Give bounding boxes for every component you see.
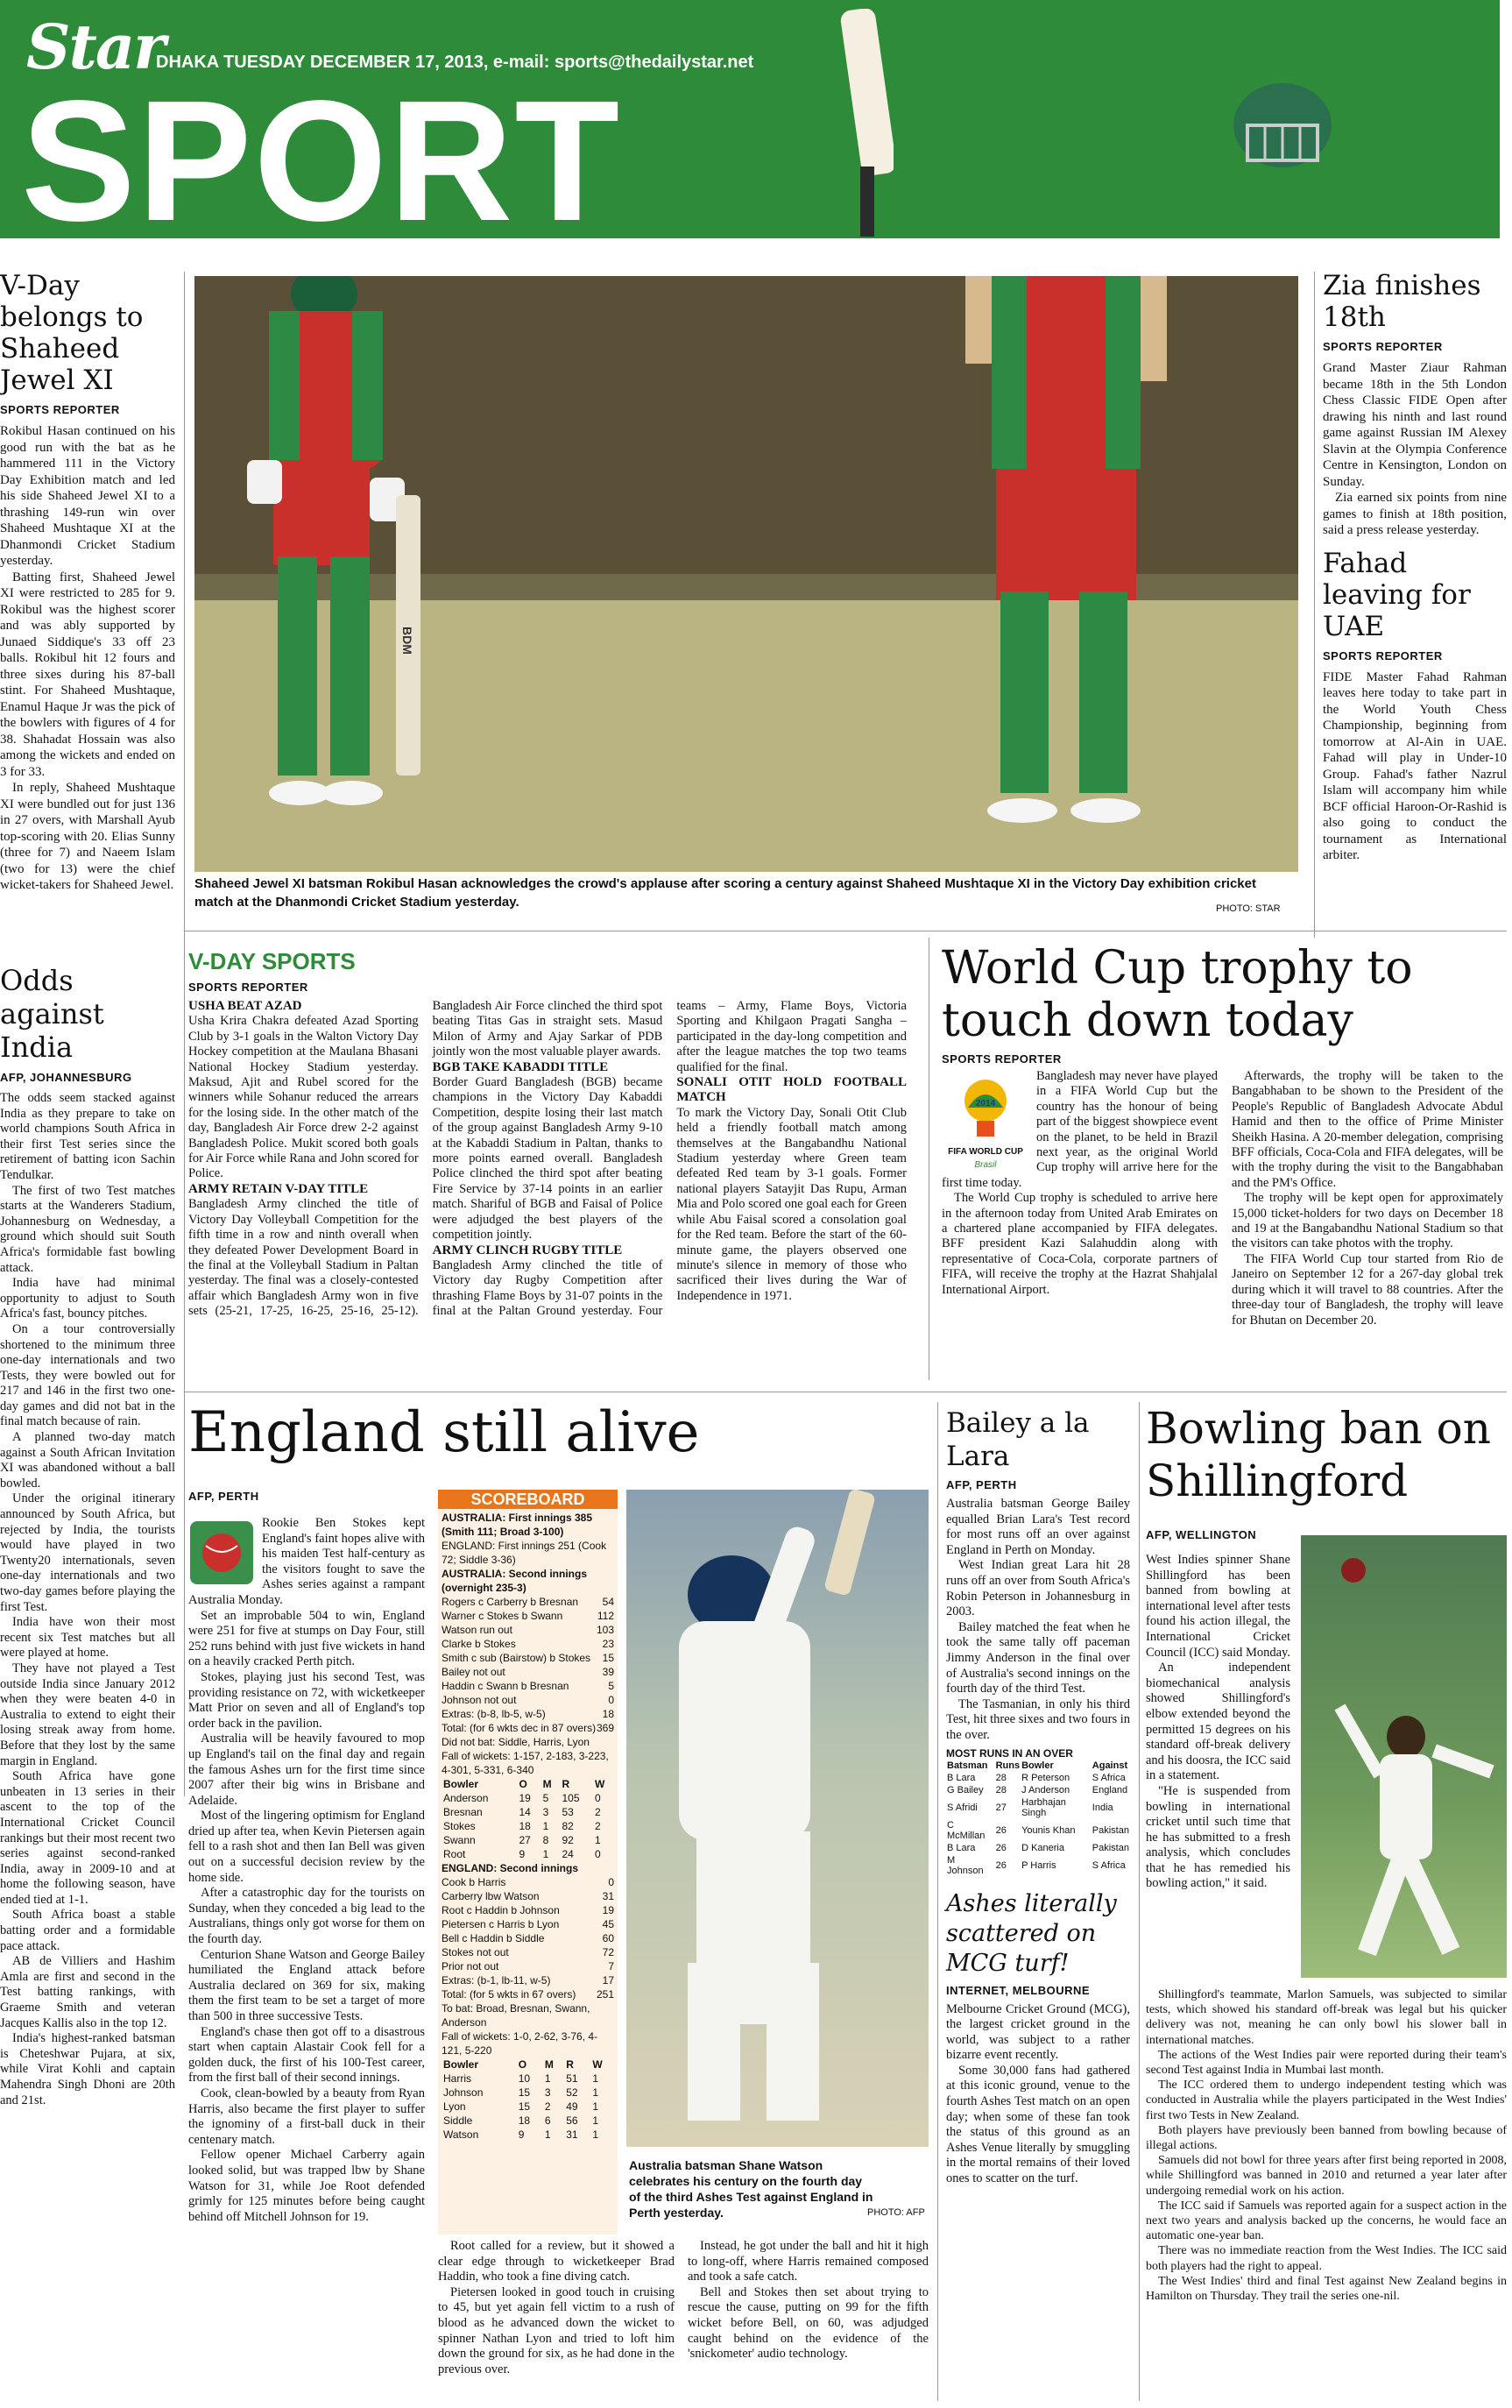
aus-bowling-table: Bowler O M R W Harris 10 1 51 1 Johnson 15 3 52 1 Lyon 15 2 49 1 Siddle 18 6 56 1 Watson 9 1 31 1: [442, 2057, 614, 2142]
scoreboard-title: SCOREBOARD: [438, 1490, 618, 1509]
shillingford-col2: Shillingford's teammate, Marlon Samuels, was subjected to similar tests, which showed his standard off-break was legal but his quicker delivery was not, meaning he can only bowl his slower ball in international matches. The actions of the West Indies pair were reported during their team's second Test against India in Mumbai last month. The ICC ordered them to undergo independent testing which was conducted in Australia while the players participated in the West Indies' first two Tests in New Zealand. Both players have previously been banned from bowling because of illegal actions. Samuels did not bowl for three years after first being reported in 2008, while Shillingford was banned in 2010 and returned a year later after undergoing remedial work on his action. The ICC said if Samuels was reported again for a suspect action in the next two years and analysis backed up the concerns, he would face an automatic one-year ban. There was no immediate reaction from the West Indies. The ICC said both players had the right to appeal. The West Indies' third and final Test against New Zealand begins in Hamilton on Thursday. They trail the series one-nil.: [1146, 1988, 1507, 2304]
aus-batting-list: [442, 1595, 614, 1735]
most-runs-row: G Bailey 28 J Anderson England: [947, 1784, 1128, 1795]
batting-row: Bailey not out 39: [442, 1666, 614, 1678]
bowling-row: Siddle 18 6 56 1: [443, 2114, 599, 2127]
watson-credit: PHOTO: AFP: [867, 2207, 925, 2218]
bowling-row: Johnson 15 3 52 1: [443, 2086, 599, 2099]
bailey-story: [946, 1406, 1130, 2187]
shillingford-byline: AFP, WELLINGTON: [1146, 1528, 1257, 1541]
zia-headline: Zia finishes 18th: [1323, 270, 1481, 333]
worldcup-logo-sub: Brasil: [974, 1160, 997, 1171]
vday-story: [0, 270, 175, 894]
fahad-byline: SPORTS REPORTER: [1323, 648, 1443, 662]
bowling-row: Harris 10 1 51 1: [443, 2072, 599, 2085]
bailey-byline: AFP, PERTH: [946, 1478, 1017, 1491]
dateline: DHAKA TUESDAY DECEMBER 17, 2013, e-mail: sports@thedailystar.net: [156, 53, 754, 72]
worldcup-byline: SPORTS REPORTER: [942, 1052, 1062, 1066]
scoreboard-content: AUSTRALIA: First innings 385 (Smith 111; Broad 3-100) ENGLAND: First innings 251 (Cook 72; Siddle 3-36) AUSTRALIA: Second innings (overnight 235-3) Rogers c Carberry b Bresnan 54 Warner c Stokes b Swann 112 Watson run out 103 Clarke b Stokes 23 Smith c sub (Bairstow) b Stokes 15 Bailey not out 39 Haddin c Swann b Bresnan 5 Johnson not out 0 Extras: (b-8, lb-5, w-5) 18 Total: (for 6 wkts dec in 87 overs) 369 Did not bat: Siddle, Harris, Lyon Fall of wickets: 1-157, 2-183, 3-223, 4-301, 5-331, 6-340 Bowler O M R W Anderson 19 5 105 0 Bresnan 14 3 53 2 Stokes 18 1 82 2 Swann 27 8 92 1 Root 9 1 24 0 ENGLAND: Second innings Cook b Harris 0 Carberry lbw Watson 31 Root c Haddin b Johnson 19 Pietersen c Harris b Lyon 45 Bell c Haddin b Siddle 60 Stokes not out 72 Prior not out 7 Extras: (b-1, lb-11, w-5) 17 Total: (for 5 wkts in 67 overs) 251 To bat: Broad, Bresnan, Swann, Anderson Fall of wickets: 1-0, 2-62, 3-76, 4-121, 5-220 Bowler O M R W Harris 10 1 51 1 Johnson 15 3 52 1 Lyon 15 2 49 1 Siddle 18 6 56 1 Watson 9 1 31 1: [442, 1512, 614, 2141]
england-col2: Root called for a review, but it showed a clear edge through to wicketkeeper Brad Haddin, who took a fine diving catch. Pietersen looked in good touch in cruising to 45, but yet again fell victim to a rush of blood as he advanced down the wicket to spinner Nathan Lyon and tried to loft him down the ground for six, as he had done in the previous over.: [438, 2239, 675, 2376]
vday-sports-body: [188, 999, 907, 1320]
batting-row: Haddin c Swann b Bresnan 5: [442, 1680, 614, 1692]
batting-row: Extras: (b-1, lb-11, w-5) 17: [442, 1974, 614, 1987]
worldcup-logo: [942, 1073, 1029, 1169]
batting-row: Root c Haddin b Johnson 19: [442, 1904, 614, 1916]
column-rule: [937, 1402, 938, 2401]
mcg-headline: Ashes literally scattered on MCG turf!: [946, 1889, 1117, 1977]
bowling-row: Stokes 18 1 82 2: [443, 1820, 601, 1832]
vday-item: BGB TAKE KABADDI TITLE Border Guard Bangladesh (BGB) became champions in the Victory Day Kabaddi Competition, despite losing their last match of the group against Bangladesh Army 9-10 at the Kabaddi Stadium in Paltan, thanks to more points earned overall. Bangladesh Police clinched the third spot after beating Fire Service by 37-14 points in an earlier match. Shariful of BGB and Faisal of Police were adjudged the best players of the competition jointly.: [432, 1059, 663, 1243]
svg-text:BDM: BDM: [400, 627, 414, 655]
batting-row: Warner c Stokes b Swann 112: [442, 1610, 614, 1622]
svg-text:2014: 2014: [975, 1099, 996, 1108]
mcg-body: Melbourne Cricket Ground (MCG), the largest cricket ground in the world, was subject to a rather bizarre event recently. Some 30,000 fans had gathered at this iconic ground, venue to the fourth Ashes Test match on an open day; when some of these fan took the status of this ground as an Ashes Venue literally by smuggling in the mortal remains of their loved ones to scatter on the turf.: [946, 2001, 1130, 2186]
odds-body: The odds seem stacked against India as they prepare to take on world champions South Africa in their first Test series since the retirement of batting icon Sachin Tendulkar. The first of two Test matches starts at the Wanderers Stadium, Johannesburg on Wednesday, a ground which should suit South Africa's formidable fast bowling attack. India have had minimal opportunity to adjust to South Africa's fast, bouncy pitches. On a tour controversially shortened to the minimum three one-day internationals and two Tests, they were bowled out for 217 and 146 in the first two one-day games and did not bat in the final match because of rain. A planned two-day match against a South African Invitation XI was abandoned without a ball bowled. Under the original itinerary announced by South Africa, but rejected by India, the tourists would have played in two Twenty20 internationals, seven one-day internationals and two two-day games before playing the first Test. India have won their most recent six Test matches but all were played at home. They have not played a Test outside India since January 2012 when they were beaten 4-0 in Australia to extend to eight their losing streak away from home. Before that they lost by the same margin in England. South Africa have gone unbeaten in 13 series in their ascent to the top of the International Cricket Council rankings but their most recent two series against second-ranked India, away in 2009-10 and at home the following season, have ended tied at 1-1. South Africa boast a stable batting order and a formidable pace attack. AB de Villiers and Hashim Amla are first and second in the Test batting rankings, with Graeme Smith and veteran Jacques Kallis also in the top 12. India's highest-ranked batsman is Cheteshwar Pujara, at six, while Virat Kohli and captain Mahendra Singh Dhoni are 20th and 21st.: [0, 1091, 175, 2107]
batting-row: Total: (for 5 wkts in 67 overs) 251: [442, 1988, 614, 2001]
england-byline: AFP, PERTH: [188, 1490, 259, 1503]
worldcup-logo-text: FIFA WORLD CUP: [948, 1147, 1023, 1158]
zia-byline: SPORTS REPORTER: [1323, 340, 1443, 353]
main-photo-credit: PHOTO: STAR: [1216, 903, 1281, 914]
batting-row: Prior not out 7: [442, 1960, 614, 1972]
vday-sports-label: [188, 948, 907, 975]
batting-row: Carberry lbw Watson 31: [442, 1890, 614, 1902]
watson-photo: [626, 1490, 929, 2147]
england-col1: Rookie Ben Stokes kept England's faint hopes alive with his maiden Test half-century as the visitors fought to save the Ashes series against a rampant Australia Monday. Set an improbable 504 to win, England were 251 for five at stumps on Day Four, still 252 runs behind with just five wickets in hand on a heavily cracked Perth pitch. Stokes, playing just his second Test, was providing resistance on 72, with wicketkeeper Matt Prior on seven and all of England's top order back in the pavilion. Australia will be heavily favoured to mop up England's tail on the final day and regain the famous Ashes urn for the first time since 2007 after their big wins in Brisbane and Adelaide. Most of the lingering optimism for England dried up after tea, when Kevin Pietersen again fell to a rash shot and then Ian Bell was given out on a successful decision review by the home side. After a catastrophic day for the tourists on Sunday, when they conceded a big lead to the Australians, things only got worse for them on the fourth day. Centurion Shane Watson and George Bailey humiliated the England attack before Australia declared on 369 for six, making them the first team to be set a target of more than 500 in three successive Tests. England's chase then got off to a disastrous start when captain Alastair Cook fell for a golden duck, the first of his 100-Test career, from the first ball of their second innings. Cook, clean-bowled by a beauty from Ryan Harris, also became the first player to suffer the ignominy of a first-ball duck in their centenary match. Fellow opener Michael Carberry again looked solid, but was trapped lbw by Shane Watson for 31, while Joe Root defended grimly for 125 minutes before being caught behind off Mitchell Johnson for 19.: [188, 1516, 425, 2224]
most-runs-table: MOST RUNS IN AN OVER Batsman Runs Bowler Against B Lara 28 R Peterson S Africa G Bailey 28 J Anderson England S Afridi 27 Harbhajan Singh India C McMillan 26 Younis Khan Pakistan B Lara 26 D Kaneria Pakistan M Johnson 26 P Harris S Africa: [946, 1746, 1129, 1876]
odds-byline: AFP, JOHANNESBURG: [0, 1071, 132, 1084]
column-rule: [184, 272, 185, 1796]
brand-logo: Star: [26, 11, 165, 83]
batting-row: Rogers c Carberry b Bresnan 54: [442, 1596, 614, 1608]
main-photo-caption: Shaheed Jewel XI batsman Rokibul Hasan acknowledges the crowd's applause after scoring a century against Shaheed Mushtaque XI in the Victory Day exhibition cricket match at the Dhanmondi Cricket Stadium yesterday.: [194, 876, 1256, 910]
watson-caption: Australia batsman Shane Watson celebrates his century on the fourth day of the third Ashes Test against England in Perth yesterday.: [629, 2158, 873, 2220]
most-runs-row: S Afridi 27 Harbhajan Singh India: [947, 1796, 1113, 1818]
batting-row: Johnson not out 0: [442, 1694, 614, 1706]
fahad-headline: Fahad leaving for UAE: [1323, 547, 1471, 642]
raised-helmet-illustration: [1230, 77, 1335, 174]
batting-row: Clarke b Stokes 23: [442, 1638, 614, 1650]
shillingford-photo: [1301, 1535, 1507, 1978]
england-col3: Instead, he got under the ball and hit it high to long-off, where Harris remained composed and took a safe catch. Bell and Stokes then set about trying to rescue the cause, putting on 99 for the fifth wicket before Bell, on 60, was adjudged caught behind on the evidence of the 'snickometer' audio technology.: [688, 2239, 929, 2362]
shillingford-headline: Bowling ban on Shillingford: [1146, 1403, 1491, 1506]
vday-byline: SPORTS REPORTER: [0, 403, 120, 416]
batting-row: Extras: (b-8, lb-5, w-5) 18: [442, 1708, 614, 1720]
vday-item: ARMY RETAIN V-DAY TITLE Bangladesh Army clinched the title of Victory Day Volleyball Competition for the fifth time in a row and ninth overall when they defeated Power Development Board in the final at the Volleyball Stadium in Paltan yesterday. The final was a closely-contested affair which Bangladesh Army won in five sets (25-21, 17-25, 16-25, 25-16, 25-12). Bangladesh Air Force clinched the third spot beating Titas Gas in straight sets. Masud Milon of Army and Ajay Sarkar of PDB jointly won the most valuable player awards.: [188, 999, 663, 1319]
worldcup-columns: [942, 1069, 1507, 1328]
most-runs-row: C McMillan 26 Younis Khan Pakistan: [947, 1819, 1129, 1841]
ball-icon: [188, 1519, 255, 1586]
shillingford-story: [1146, 1402, 1507, 1507]
batting-row: Cook b Harris 0: [442, 1876, 614, 1888]
worldcup-col2: Afterwards, the trophy will be taken to the Bangabhaban to be shown to the President of the People's Republic of Bangladesh Advocate Abdul Hamid and then to the office of Prime Minister Sheikh Hasina. A 20-member delegation, comprising BFF officials, Coca-Cola and FIFA delegates, will be with the trophy during the visit to the Bangabhaban and the PM's Office. The trophy will be kept open for approximately 15,000 ticket-holders for two days on December 18 and 19 at the Bangabandhu National Stadium so that the visitors can take photos with the trophy. The FIFA World Cup tour started from Rio de Janeiro on September 12 for a 267-day global trek during which it will travel to 88 countries. After the three-day tour of Bangladesh, the trophy will leave for Bhutan on December 20.: [1232, 1069, 1503, 1328]
batting-row: Bell c Haddin b Siddle 60: [442, 1932, 614, 1944]
batting-row: Pietersen c Harris b Lyon 45: [442, 1918, 614, 1930]
vday-sports: [188, 948, 907, 1320]
vday-sports-byline: SPORTS REPORTER: [188, 981, 308, 994]
vday-item: USHA BEAT AZAD Usha Krira Chakra defeated Azad Sporting Club by 3-1 goals in the Walton Victory Day Hockey competition at the Maulana Bhasani National Hockey Stadium yesterday. Maksud, Ajit and Rubel scored for the winners while Sohanur reduced the arrears for the losing side. In the other match of the day, Bangladesh Air Force drew 2-2 against Bangladesh Police. Mukit scored both goals for Air Force while Rana and John scored for Police.: [188, 999, 419, 1181]
england-headline: England still alive: [188, 1400, 700, 1465]
england-story: [188, 1400, 942, 1465]
batting-row: Stokes not out 72: [442, 1946, 614, 1958]
column-rule: [1314, 272, 1315, 938]
vday-item: SONALI OTIT HOLD FOOTBALL MATCH To mark the Victory Day, Sonali Otit Club held a friendly football match among themselves at the Bangabandhu National Stadium yesterday where Green team defeated Red team by 3-1 goals. Former national players Satayjit Das Rupu, Arman Mia and Polo scored one goal each for Green while Abu Faisal scored a consolation goal for the Red team. Before the start of the 60-minute game, the players observed one minute's silence in memory of those who sacrificed their lives during the War of Independence in 1971.: [676, 1075, 907, 1303]
column-rule: [1139, 1402, 1140, 2401]
section-title: SPORT: [21, 65, 622, 257]
zia-body: Grand Master Ziaur Rahman became 18th in the 5th London Chess Classic FIDE Open after drawing his ninth and last round game against Russian IM Alexey Slavin at the Olympia Conference Centre in Kensington, London on Sunday. Zia earned six points from nine games to finish at 18th position, said a press release yesterday.: [1323, 361, 1507, 537]
raised-bat-illustration: [832, 9, 894, 245]
bailey-headline: Bailey a la Lara: [946, 1407, 1090, 1472]
shillingford-col1: West Indies spinner Shane Shillingford has been banned from bowling at international level after tests found his action illegal, the International Cricket Council (ICC) said Monday. An independent biomechanical analysis showed Shillingford's elbow extended beyond the permitted 15 degrees on his standard off-break delivery and his doosra, the ICC said in a statement. "He is suspended from bowling in international cricket until such time that he has submitted to a fresh analysis, which concludes that he has remedied his bowling action," it said.: [1146, 1553, 1290, 1891]
batting-row: Watson run out 103: [442, 1624, 614, 1636]
batting-row: Total: (for 6 wkts dec in 87 overs) 369: [442, 1722, 614, 1734]
odds-story: [0, 964, 175, 2108]
bailey-body: Australia batsman George Bailey equalled Brian Lara's Test record for most runs off an over against England in Perth on Monday. West Indian great Lara hit 28 runs off an over from South Africa's Robin Peterson in Johannesburg in 2003. Bailey matched the feat when he took the same tally off paceman Jimmy Anderson in the final over of Australia's second innings on the fourth day of the third Test. The Tasmanian, in only his third Test, hit three sixes and two fours in the over.: [946, 1497, 1131, 1742]
eng-bowling-table: Bowler O M R W Anderson 19 5 105 0 Bresnan 14 3 53 2 Stokes 18 1 82 2 Swann 27 8 92 1 Root 9 1 24 0: [442, 1777, 614, 1861]
most-runs-row: B Lara 28 R Peterson S Africa: [947, 1772, 1126, 1783]
bowling-row: Bresnan 14 3 53 2: [443, 1806, 601, 1818]
vday-item: ARMY CLINCH RUGBY TITLE Bangladesh Army clinched the title of Victory day Rugby Competition after thrashing Flame Boys by 31-07 points in the final at the Paltan Ground yesterday. Four teams – Army, Flame Boys, Victoria Sporting and Khilgaon Pragati Sangha – participated in the day-long competition and after the league matches the top two teams qualified for the final.: [432, 999, 907, 1319]
bowling-row: Root 9 1 24 0: [443, 1848, 601, 1860]
vday-headline: V-Day belongs to Shaheed Jewel XI: [0, 270, 144, 396]
most-runs-row: B Lara 26 D Kaneria Pakistan: [947, 1842, 1129, 1853]
main-photo: [194, 276, 1298, 872]
bowling-row: Lyon 15 2 49 1: [443, 2100, 599, 2113]
fahad-body: FIDE Master Fahad Rahman leaves here today to take part in the World Youth Chess Championship, beginning from tomorrow at Al-Ain in UAE. Fahad will play in Under-10 Group. Fahad's father Nazrul Islam will accompany him while BCF official Haroon-Or-Rashid is also going to conduct the tournament as International arbiter.: [1323, 669, 1507, 862]
vday-sports-label-text: V-DAY SPORTS: [188, 948, 356, 974]
bowling-row: Swann 27 8 92 1: [443, 1834, 601, 1846]
trophy-icon: [942, 1073, 1029, 1143]
cricket-scene-illustration: [194, 276, 1298, 872]
worldcup-col1: 2014 FIFA WORLD CUP Brasil Bangladesh may never have played in a FIFA World Cup but the country has the honour of being part of the biggest showpiece event on the planet, to be held in Brazil next year, as the original World Cup trophy will arrive here for the first time today. The World Cup trophy is scheduled to arrive here in the afternoon today from United Arab Emirates on a chartered plane accompanied by FIFA delegates. BFF president Kazi Salahuddin along with representative of Coca-Cola, corporate partners of FIFA, will receive the trophy at the Hazrat Shahjalal International Airport.: [942, 1069, 1218, 1297]
scoreboard: [438, 1490, 618, 2234]
worldcup-headline: World Cup trophy to touch down today: [942, 942, 1413, 1047]
odds-headline: Odds against India: [0, 964, 104, 1064]
zia-story: [1323, 270, 1507, 864]
mcg-byline: INTERNET, MELBOURNE: [946, 1983, 1091, 1997]
bowling-row: Anderson 19 5 105 0: [443, 1792, 601, 1804]
vday-body: Rokibul Hasan continued on his good run with the bat as he hammered 111 in the Victory Day Exhibition match and led his side Shaheed Jewel XI to a thrashing 149-run win over Shaheed Mushtaque XI at the Dhanmondi Cricket Stadium yesterday. Batting first, Shaheed Jewel XI were restricted to 285 for 9. Rokibul was the highest scorer and was ably supported by Junaed Siddique's 33 off 23 balls. Rokibul hit 12 fours and three sixes during his 87-ball stint. For Shaheed Mushtaque, Enamul Haque Jr was the pick of the bowlers with figures of 4 for 38. Shahadat Hossain was also among the wickets and ended on 3 for 33. In reply, Shaheed Mushtaque XI were bundled out for just 136 in 27 overs, with Marshall Ayub top-scoring with 20. Elias Sunny (three for 7) and Naeem Islam (two for 13) were the chief wicket-takers for Shaheed Jewel.: [0, 424, 175, 892]
worldcup-story: [942, 942, 1507, 1328]
bowling-row: Watson 9 1 31 1: [443, 2128, 599, 2141]
eng-batting-list: [442, 1875, 614, 2001]
batting-row: Smith c sub (Bairstow) b Stokes 15: [442, 1652, 614, 1664]
most-runs-row: M Johnson 26 P Harris S Africa: [947, 1854, 1126, 1876]
